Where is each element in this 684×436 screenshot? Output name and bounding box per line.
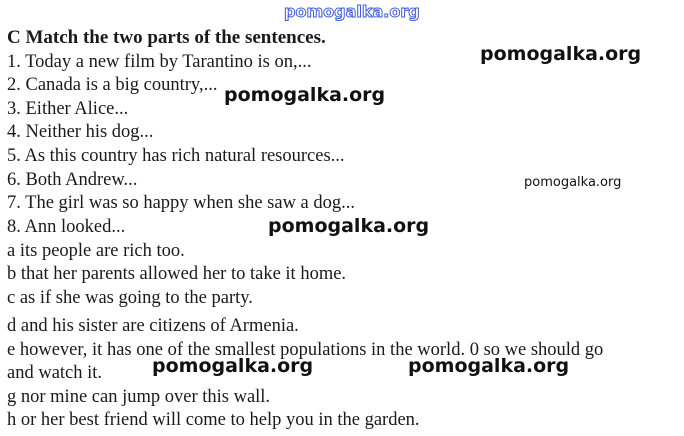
watermark: pomogalka.org xyxy=(480,43,642,65)
second-part-h: h or her best friend will come to help you in the garden. xyxy=(7,410,420,430)
exercise-heading: C Match the two parts of the sentences. xyxy=(7,27,326,48)
second-part-e: e however, it has one of the smallest populations in the world. 0 so we should go xyxy=(7,340,604,360)
second-part-d: d and his sister are citizens of Armenia. xyxy=(7,316,299,336)
watermark: pomogalka.org xyxy=(152,355,314,377)
second-part-e-continued: and watch it. xyxy=(7,363,103,383)
watermark: pomogalka.org xyxy=(268,215,430,237)
first-part-7: 7. The girl was so happy when she saw a dog... xyxy=(7,193,356,213)
watermark: pomogalka.org xyxy=(524,175,622,190)
second-part-g: g nor mine can jump over this wall. xyxy=(7,387,271,407)
first-part-3: 3. Either Alice... xyxy=(7,99,129,119)
second-part-a: a its people are rich too. xyxy=(7,241,185,261)
second-part-c: c as if she was going to the party. xyxy=(7,288,253,308)
first-part-1: 1. Today a new film by Tarantino is on,... xyxy=(7,52,312,72)
first-part-6: 6. Both Andrew... xyxy=(7,170,138,190)
watermark: pomogalka.org xyxy=(224,84,386,106)
first-part-4: 4. Neither his dog... xyxy=(7,122,154,142)
first-part-2: 2. Canada is a big country,... xyxy=(7,75,218,95)
first-part-5: 5. As this country has rich natural resources... xyxy=(7,146,345,166)
watermark-top: pomogalka.org xyxy=(284,2,420,21)
second-part-b: b that her parents allowed her to take it home. xyxy=(7,264,347,284)
watermark: pomogalka.org xyxy=(408,355,570,377)
first-part-8: 8. Ann looked... xyxy=(7,217,126,237)
